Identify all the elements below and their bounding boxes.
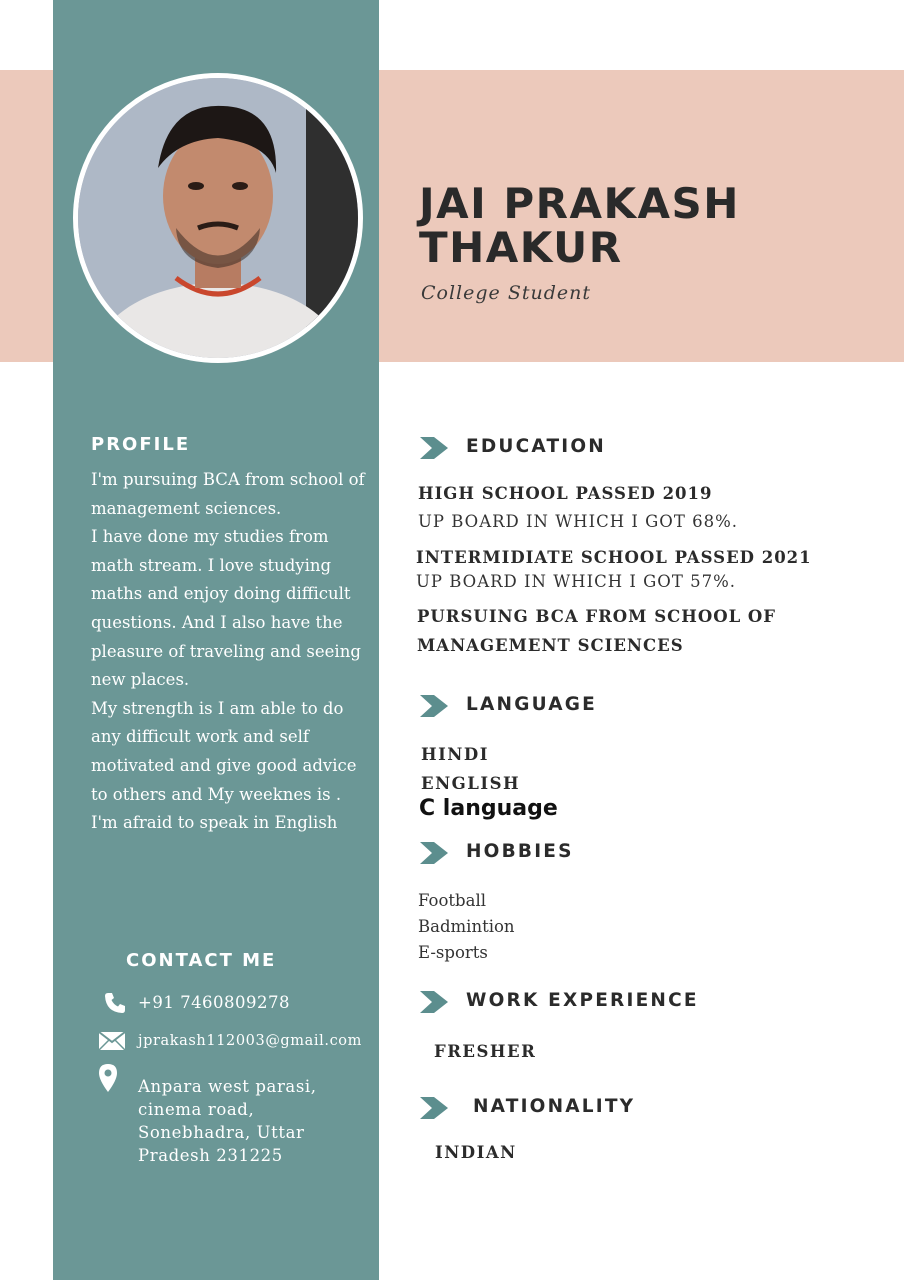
work-value: FRESHER [434, 1042, 537, 1061]
language-title: LANGUAGE [466, 694, 597, 715]
phone-number[interactable]: +91 7460809278 [138, 993, 291, 1012]
education-item-1-detail: UP BOARD IN WHICH I GOT 68%. [418, 512, 738, 531]
chevron-right-icon [419, 1096, 449, 1120]
chevron-right-icon [419, 841, 449, 865]
job-title: College Student [421, 282, 591, 304]
name-line-2: THAKUR [419, 223, 623, 272]
work-title: WORK EXPERIENCE [466, 990, 699, 1011]
hobby-item-1: Football [418, 891, 486, 910]
address-line-1: Anpara west parasi, [138, 1077, 317, 1096]
chevron-right-icon [419, 436, 449, 460]
chevron-right-icon [419, 990, 449, 1014]
contact-heading: CONTACT ME [126, 950, 277, 971]
chevron-right-icon [419, 694, 449, 718]
hobbies-title: HOBBIES [466, 841, 574, 862]
candidate-name [419, 179, 740, 272]
education-item-3-title-line-1: PURSUING BCA FROM SCHOOL OF [417, 607, 777, 626]
address [138, 1075, 317, 1167]
email-address[interactable]: jprakash112003@gmail.com [138, 1033, 362, 1049]
location-pin-icon [98, 1063, 118, 1093]
language-item-hindi: HINDI [421, 745, 489, 764]
education-item-2-detail: UP BOARD IN WHICH I GOT 57%. [416, 572, 736, 591]
education-item-3-title-line-2: MANAGEMENT SCIENCES [417, 636, 684, 655]
email-icon [98, 1031, 126, 1051]
education-item-2-title: INTERMIDIATE SCHOOL PASSED 2021 [416, 548, 812, 567]
profile-photo [73, 73, 363, 363]
language-item-c: C language [419, 796, 558, 821]
education-item-1-title: HIGH SCHOOL PASSED 2019 [418, 484, 713, 503]
address-line-3: Sonebhadra, Uttar [138, 1123, 305, 1142]
address-line-2: cinema road, [138, 1100, 255, 1119]
name-line-1: JAI PRAKASH [419, 179, 740, 228]
education-title: EDUCATION [466, 436, 606, 457]
nationality-value: INDIAN [435, 1143, 517, 1162]
nationality-title: NATIONALITY [473, 1096, 636, 1117]
hobby-item-2: Badmintion [418, 917, 515, 936]
profile-heading: PROFILE [91, 434, 191, 455]
phone-icon [103, 991, 127, 1015]
address-line-4: Pradesh 231225 [138, 1146, 283, 1165]
hobby-item-3: E-sports [418, 943, 488, 962]
language-item-english: ENGLISH [421, 774, 521, 793]
profile-text: I'm pursuing BCA from school of management sciences. I have done my studies from math stream. I love studying maths and enjoy doing difficult questions. And I also have the pleasure of traveling and seeing new places. My strength is I am able to do any difficult work and self motivated and give good advice to others and My weeknes is . I'm afraid to speak in English [91, 470, 365, 833]
